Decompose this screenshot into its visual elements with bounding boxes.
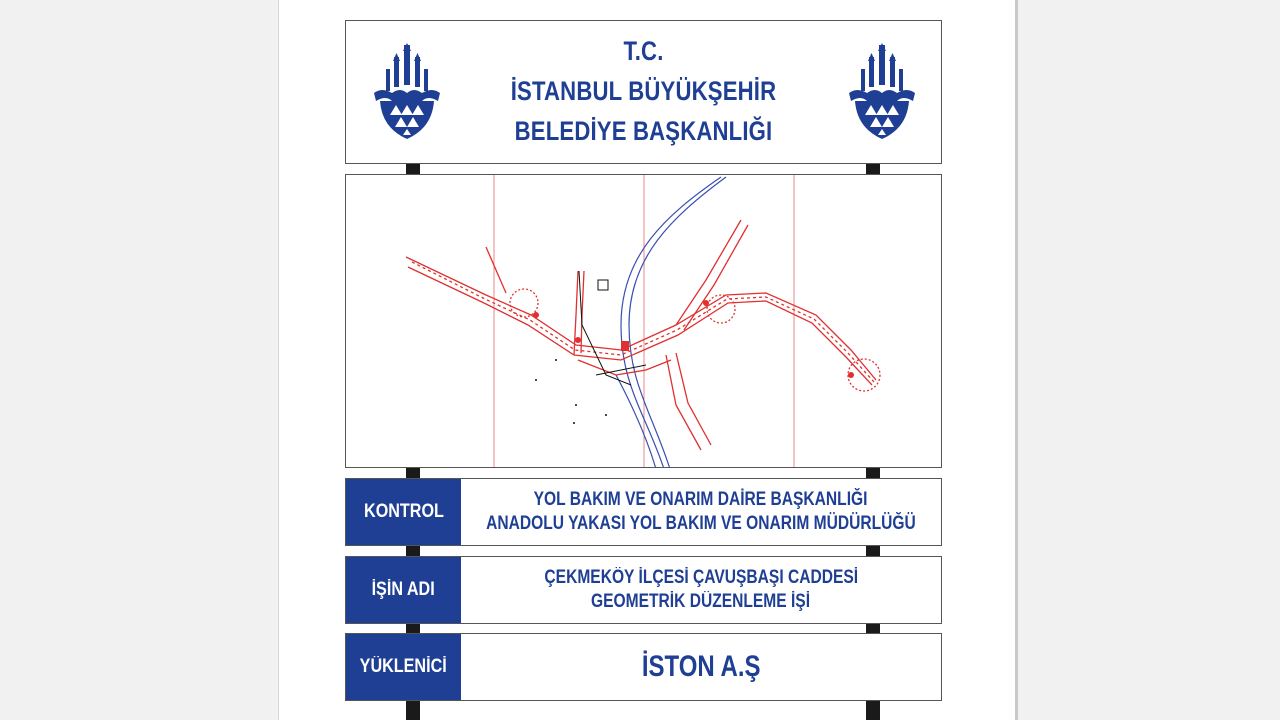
plan-roundabout — [510, 289, 538, 317]
header-line-municipality: İSTANBUL BÜYÜKŞEHİR — [510, 76, 777, 106]
row-text-contractor — [461, 634, 941, 700]
row-label-job-name: İŞİN ADI — [346, 557, 461, 623]
plan-survey-point — [575, 404, 577, 406]
site-plan-drawing — [346, 175, 942, 468]
row-text-job-name — [461, 557, 941, 623]
row-text-line: ANADOLU YAKASI YOL BAKIM VE ONARIM MÜDÜRLÜĞÜ — [486, 513, 916, 534]
plan-marker — [621, 341, 629, 351]
sign-post-right — [866, 698, 880, 720]
row-label-contractor: YÜKLENİCİ — [346, 634, 461, 700]
sign-row-contractor — [345, 633, 942, 701]
plan-marker — [575, 337, 581, 343]
row-text-control — [461, 479, 941, 545]
sign-header-panel — [345, 20, 942, 164]
site-plan-panel — [345, 174, 942, 468]
plan-building-outline — [598, 280, 608, 290]
sign-row-control — [345, 478, 942, 546]
header-line-tc: T.C. — [623, 36, 664, 66]
plan-route-blue — [621, 177, 721, 468]
row-text-line: GEOMETRİK DÜZENLEME İŞİ — [591, 591, 811, 612]
plan-road-main — [406, 257, 876, 380]
plan-road-main — [408, 267, 872, 385]
plan-survey-point — [573, 422, 575, 424]
sign-post-left — [406, 698, 420, 720]
plan-survey-point — [605, 414, 607, 416]
plan-survey-point — [535, 379, 537, 381]
row-text-line: ÇEKMEKÖY İLÇESİ ÇAVUŞBAŞI CADDESİ — [544, 567, 858, 588]
plan-road-branch-s — [666, 355, 701, 450]
row-text-line: YOL BAKIM VE ONARIM DAİRE BAŞKANLIĞI — [534, 489, 868, 510]
ibb-logo-icon — [847, 43, 917, 143]
plan-detail-line — [579, 271, 631, 385]
plan-marker — [533, 312, 539, 318]
plan-roundabout — [707, 295, 735, 323]
plan-survey-point — [555, 359, 557, 361]
header-title — [400, 31, 888, 151]
plan-route-blue — [616, 375, 656, 468]
row-text-line: İSTON A.Ş — [641, 650, 761, 683]
plan-road-branch-ne — [676, 220, 741, 325]
plan-marker — [848, 372, 854, 378]
plan-road-spur — [486, 247, 506, 293]
header-line-presidency: BELEDİYE BAŞKANLIĞI — [514, 116, 773, 146]
plan-road-branch-s — [676, 353, 711, 445]
row-label-control: KONTROL — [346, 479, 461, 545]
plan-marker — [703, 300, 709, 306]
sign-row-job-name — [345, 556, 942, 624]
plan-road-centerline — [412, 262, 874, 382]
